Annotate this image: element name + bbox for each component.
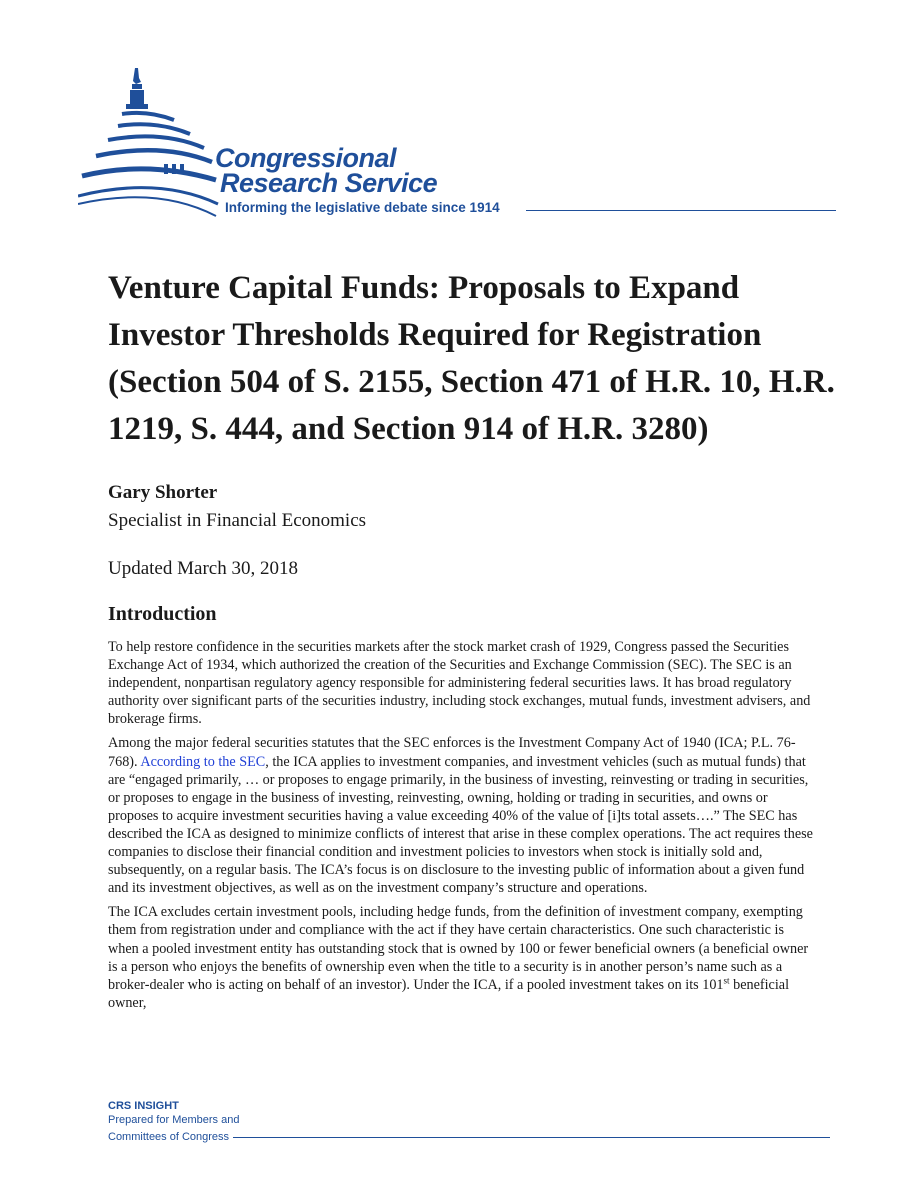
ordinal-suffix: st: [723, 974, 730, 985]
paragraph-2-text-a: Among the major federal securities statutes that the SEC enforces is the Investment Company Act of 1940 (ICA; P.L. 76-768).: [108, 735, 796, 770]
header-rule: [526, 210, 836, 211]
paragraph-2-text-b: , the ICA applies to investment companies, and investment vehicles (such as mutual funds) that are “engaged primarily, … or proposes to engage primarily, in the business of investing, reinvesting or trading in securities, or proposes to engage in the business of investing, reinvesting, owning, holding or trading in securities, and owns or proposes to acquire investment securities having a value exceeding 40% of the value of [i]ts total assets….” The SEC has described the ICA as designed to minimize conflicts of interest that arise in these complex operations. The act requires these companies to disclose their financial condition and investment policies to investors when stock is initially sold and, subsequently, on a regular basis. The ICA’s focus is on disclosure to the investing public of information about a given fund and its investment objectives, as well as on the investment company’s structure and operations.: [108, 753, 813, 897]
footer-rule: [233, 1137, 830, 1138]
crs-logo: [78, 64, 838, 224]
org-name-line2: Research Service: [220, 168, 438, 198]
footer-line-1: Prepared for Members and: [108, 1114, 240, 1126]
org-tagline: Informing the legislative debate since 1914: [225, 200, 500, 215]
sec-link[interactable]: According to the SEC: [140, 753, 266, 770]
footer-row: [108, 1129, 830, 1146]
paragraph-3-text-a: The ICA excludes certain investment pools, including hedge funds, from the definition of investment company, exempting them from registration under and compliance with the act if they have certain characteristics. One such characteristic is when a pooled investment entity has outstanding stock that is owned by 100 or fewer beneficial owners (a beneficial owner is a person who enjoys the benefits of ownership even when the title to a security is in another person’s name such as a broker-dealer who is acting on behalf of an investor). Under the ICA, if a pooled investment takes on its 101: [108, 904, 809, 993]
footer: [108, 1100, 830, 1146]
paragraph-2: [108, 734, 816, 897]
updated-date: Updated March 30, 2018: [108, 558, 298, 579]
section-heading: Introduction: [108, 603, 217, 625]
org-name-line1: Congressional: [215, 143, 397, 173]
report-title: Venture Capital Funds: Proposals to Expand Investor Thresholds Required for Registration (Section 504 of S. 2155, Section 471 of H.R. 10, H.R. 1219, S. 444, and Section 914 of H.R. 3280): [108, 270, 835, 447]
paragraph-3-text-b: beneficial owner,: [108, 976, 790, 1011]
footer-brand: CRS INSIGHT: [108, 1100, 179, 1112]
paragraph-1: To help restore confidence in the securities markets after the stock market crash of 1929, Congress passed the Securities Exchange Act of 1934, which authorized the creation of the Securities and Exchange Commission (SEC). The SEC is an independent, nonpartisan regulatory agency responsible for administering federal securities laws. It has broad regulatory authority over significant parts of the securities industry, including stock exchanges, mutual funds, investment advisers, and brokerage firms.: [108, 639, 811, 728]
capitol-dome-icon: [78, 64, 228, 224]
body-text: [108, 638, 816, 1018]
author-title: Specialist in Financial Economics: [108, 510, 367, 531]
author-name: Gary Shorter: [108, 482, 218, 503]
footer-line-2: Committees of Congress: [108, 1131, 230, 1143]
paragraph-3: [108, 903, 816, 1012]
